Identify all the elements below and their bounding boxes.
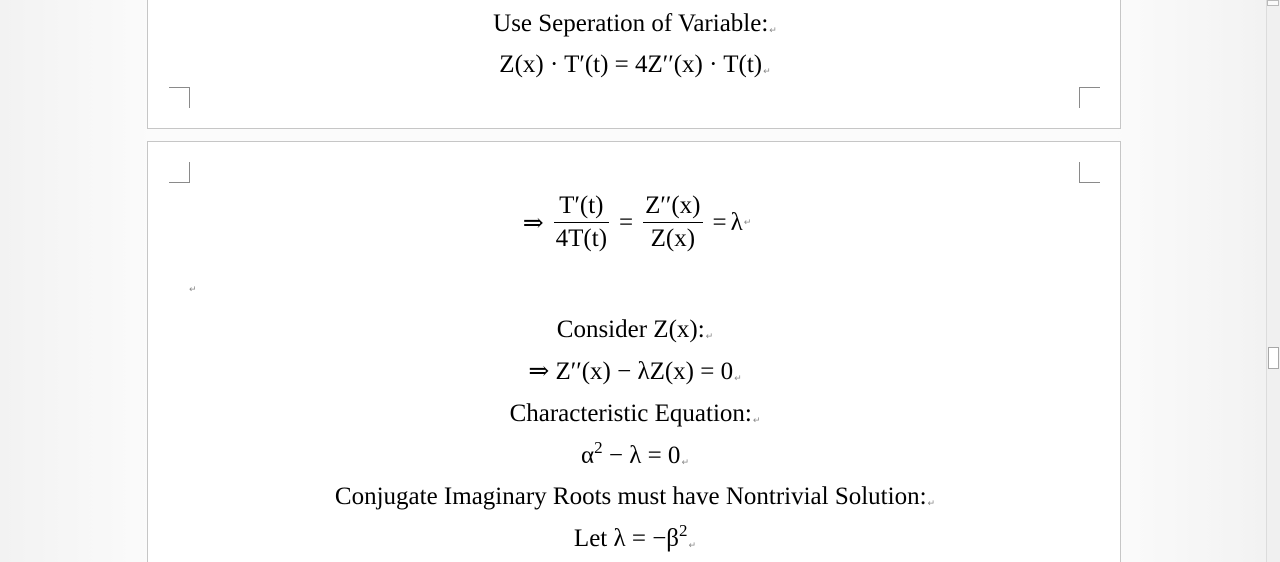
- conjugate-text: Conjugate Imaginary Roots must have Nontrivial Solution:: [334, 483, 927, 510]
- margin-corner-marker: [1079, 87, 1100, 108]
- characteristic-text: Characteristic Equation:: [509, 400, 752, 427]
- paragraph-mark: ↵: [752, 416, 761, 426]
- exponent: 2: [679, 521, 688, 540]
- ode-text: ⇒ Z′′(x) − λZ(x) = 0: [528, 358, 734, 385]
- separation-heading-text: Use Seperation of Variable:: [493, 10, 769, 37]
- fraction-space-part: [643, 191, 702, 254]
- text-line-conjugate: [148, 482, 1122, 519]
- text-line-separation-heading: [148, 9, 1122, 46]
- exponent: 2: [594, 438, 603, 457]
- text-line-characteristic: [148, 399, 1122, 436]
- paragraph-mark: ↵: [763, 67, 771, 77]
- fraction-numerator: T′(t): [559, 192, 604, 219]
- equation-separated-product: [148, 50, 1122, 87]
- document-page-2[interactable]: [147, 141, 1121, 562]
- fraction-numerator: Z′′(x): [645, 192, 701, 219]
- scroll-up-button[interactable]: [1267, 0, 1279, 6]
- characteristic-rest: − λ = 0: [602, 442, 681, 469]
- fraction-denominator: 4T(t): [555, 225, 608, 252]
- paragraph-mark: ↵: [743, 217, 752, 228]
- equals-symbol: =: [712, 208, 727, 236]
- margin-corner-marker: [169, 162, 190, 183]
- equation-separation-constant: [148, 191, 1122, 254]
- paragraph-mark: ↵: [734, 374, 742, 384]
- paragraph-mark: ↵: [705, 332, 714, 342]
- fraction-time-part: [554, 191, 609, 254]
- equation-characteristic: [148, 438, 1122, 478]
- let-lambda-text: Let λ = −β: [573, 525, 680, 552]
- text-line-consider: [148, 315, 1122, 352]
- equation-let-lambda: [148, 521, 1122, 561]
- paragraph-mark: ↵: [927, 499, 936, 509]
- margin-corner-marker: [1079, 162, 1100, 183]
- equation-ode: [148, 357, 1122, 394]
- alpha-symbol: α: [581, 442, 595, 469]
- equals-symbol: =: [619, 208, 634, 236]
- fraction-denominator: Z(x): [650, 225, 696, 252]
- scrollbar-thumb[interactable]: [1268, 347, 1279, 369]
- consider-text: Consider Z(x):: [556, 316, 705, 343]
- equation-text: Z(x) · T′(t) = 4Z′′(x) · T(t): [499, 51, 763, 78]
- margin-corner-marker: [169, 87, 190, 108]
- paragraph-mark: ↵: [681, 458, 689, 468]
- document-page-1[interactable]: [147, 0, 1121, 129]
- empty-paragraph-mark: ↵: [189, 285, 197, 295]
- paragraph-mark: ↵: [688, 541, 697, 551]
- vertical-scrollbar[interactable]: [1266, 0, 1280, 562]
- lambda-symbol: λ: [730, 208, 743, 236]
- paragraph-mark: ↵: [769, 26, 777, 36]
- implies-symbol: ⇒: [522, 209, 544, 237]
